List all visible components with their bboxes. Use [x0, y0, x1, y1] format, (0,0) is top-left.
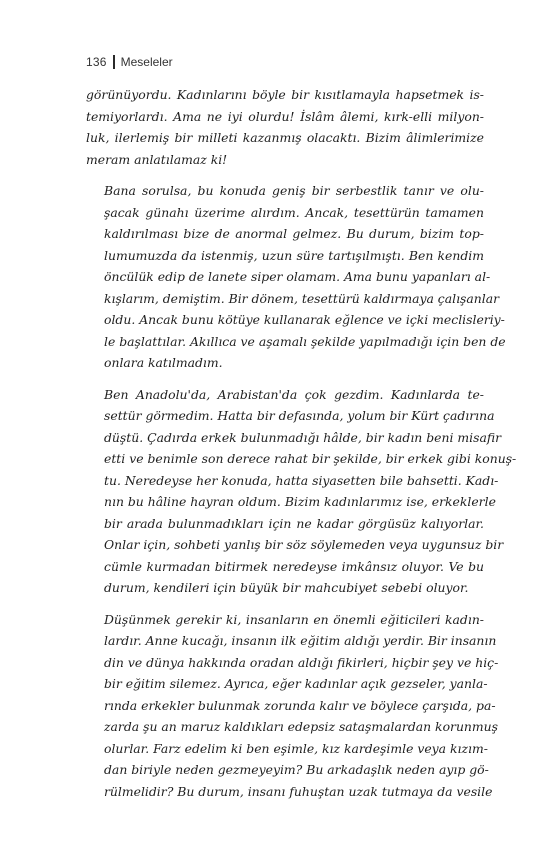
text-line: rülmelidir? Bu durum, insanı fuhuştan uzak tutmaya da vesile [104, 783, 493, 799]
text-line: lumumuzda da istenmiş, uzun süre tartışılmıştı. Ben kendim [104, 247, 484, 263]
text-line: Düşünmek gerekir ki, insanların en önemli eğiticileri kadın- [104, 611, 484, 627]
text-line: din ve dünya hakkında oradan aldığı fikirleri, hiçbir şey ve hiç- [104, 654, 499, 670]
text-line: meram anlatılamaz ki! [86, 151, 228, 167]
text-line: kaldırılması bize de anormal gelmez. Bu durum, bizim top- [104, 226, 484, 241]
text-line: görünüyordu. Kadınlarını böyle bir kısıtlamayla hapsetmek is- [86, 87, 484, 102]
text-line: rında erkekler bulunmak zorunda kalır ve böylece çarşıda, pa- [104, 697, 496, 713]
text-line: bir arada bulunmadıkları için ne kadar görgüsüz kalıyorlar. [104, 515, 484, 531]
text-line: nın bu hâline hayran oldum. Bizim kadınlarımız ise, erkeklerle [104, 494, 496, 509]
text-line: olurlar. Farz edelim ki ben eşimle, kız kardeşimle veya kızım- [104, 740, 488, 756]
text-line: öncülük edip de lanete siper olamam. Ama bunu yapanları al- [104, 269, 491, 284]
text-line: durum, kendileri için büyük bir mahcubiyet sebebi oluyor. [104, 580, 469, 595]
text-line: temiyorlardı. Ama ne iyi olurdu! İslâm âlemi, kırk-elli milyon- [86, 108, 484, 124]
text-line: tu. Neredeyse her konuda, hatta siyasetten bile bahsetti. Kadı- [104, 472, 499, 488]
page-number: 136 [86, 55, 107, 69]
text-line: le başlattılar. Akıllıca ve aşamalı şekilde yapılmadığı için ben de [104, 333, 506, 349]
text-line: bir eğitim silemez. Ayrıca, eğer kadınlar açık gezseler, yanla- [104, 676, 488, 691]
paragraph [86, 384, 517, 599]
text-line: düştü. Çadırda erkek bulunmadığı hâlde, bir kadın beni misafir [104, 429, 502, 445]
section-title: Meseleler [120, 55, 173, 69]
paragraph [86, 84, 484, 170]
text-line: Ben Anadolu'da, Arabistan'da çok gezdim. Kadınlarda te- [104, 386, 484, 402]
text-line: oldu. Ancak bunu kötüye kullanarak eğlence ve içki meclisleriy- [104, 312, 505, 327]
body-text [86, 84, 517, 812]
text-line: kışlarım, demiştim. Bir dönem, tesettürü kaldırmaya çalışanlar [104, 290, 500, 306]
text-line: cümle kurmadan bitirmek neredeyse imkânsız oluyor. Ve bu [104, 558, 484, 574]
text-line: etti ve benimle son derece rahat bir şekilde, bir erkek gibi konuş- [104, 451, 517, 466]
text-line: zarda şu an maruz kaldıkları edepsiz sataşmalardan korunmuş [104, 719, 498, 734]
text-line: Bana sorulsa, bu konuda geniş bir serbestlik tanır ve olu- [104, 183, 484, 198]
text-line: lardır. Anne kucağı, insanın ilk eğitim aldığı yerdir. Bir insanın [104, 633, 497, 648]
text-line: settür görmedim. Hatta bir defasında, yolum bir Kürt çadırına [104, 408, 495, 423]
text-line: Onlar için, sohbeti yanlış bir söz söylemeden veya uygunsuz bir [104, 537, 504, 552]
paragraph [86, 180, 506, 374]
text-line: luk, ilerlemiş bir milleti kazanmış olacaktı. Bizim âlimlerimize [86, 130, 484, 145]
header-separator [113, 55, 115, 69]
text-line: dan biriyle neden gezmeyeyim? Bu arkadaşlık neden ayıp gö- [104, 762, 489, 777]
paragraph [86, 609, 499, 803]
text-line: onlara katılmadım. [104, 355, 223, 370]
text-line: şacak günahı üzerime alırdım. Ancak, tesettürün tamamen [104, 204, 484, 220]
running-header [86, 54, 173, 70]
